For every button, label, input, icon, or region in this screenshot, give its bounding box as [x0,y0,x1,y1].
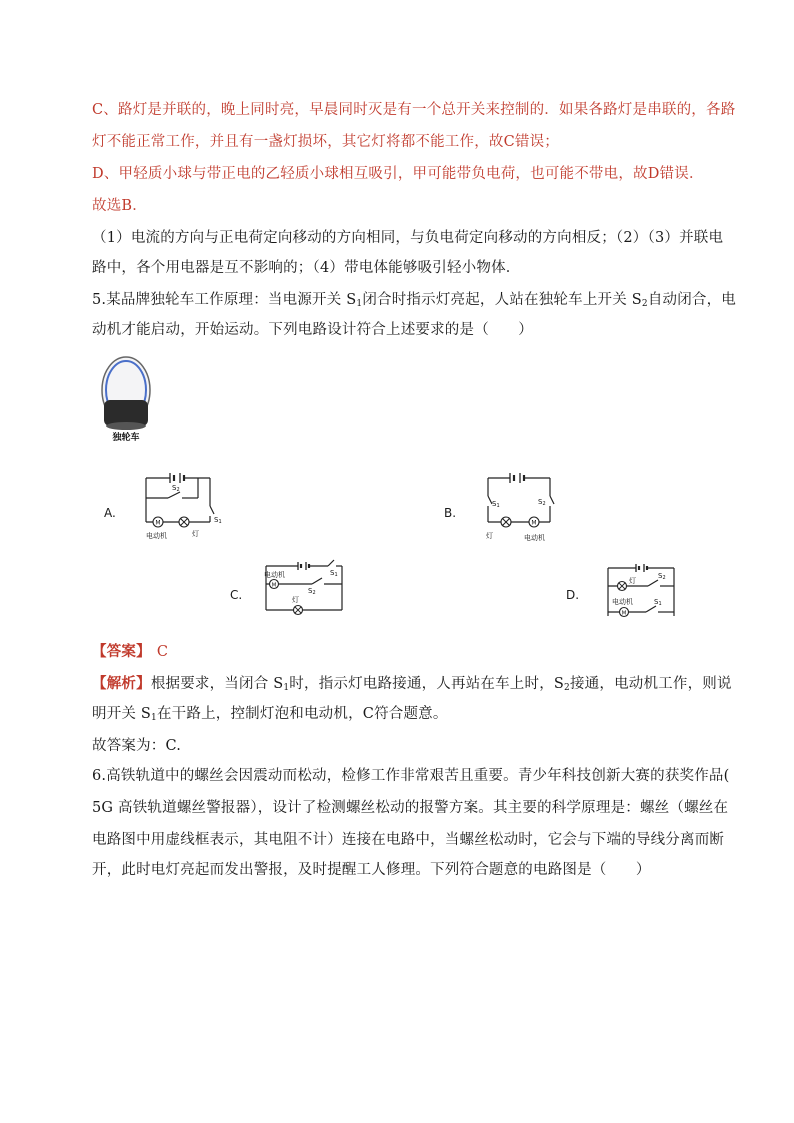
q6-stem-line2: 5G 高铁轨道螺丝警报器），设计了检测螺丝松动的报警方案。其主要的科学原理是：螺丝（螺丝在 [92,800,729,816]
svg-text:S2: S2 [172,484,180,493]
svg-text:电动机: 电动机 [146,532,167,540]
svg-text:电动机: 电动机 [524,534,545,542]
q6-stem-line1: 6.高铁轨道中的螺丝会因震动而松动，检修工作非常艰苦且重要。青少年科技创新大赛的获奖作品( [92,768,730,784]
previous-answer: 故选B． [92,198,147,214]
q5-analysis-line1: 【解析】根据要求，当闭合 $S_1$时，指示灯电路接通，人再站在车上时，$S_2$接通，电动机工作，则说 [92,675,732,693]
svg-text:S2: S2 [658,572,666,581]
option-c-label: C. [230,588,243,602]
svg-text:S1: S1 [654,598,662,607]
svg-text:灯: 灯 [629,577,636,585]
svg-text:S2: S2 [308,587,316,596]
svg-text:电动机: 电动机 [612,598,633,606]
svg-text:灯: 灯 [292,596,299,604]
svg-text:S1: S1 [214,516,222,525]
svg-text:电动机: 电动机 [264,571,285,579]
svg-text:M: M [621,610,627,617]
svg-text:S2: S2 [538,498,546,507]
q5-stem-line1: 5.某品牌独轮车工作原理：当电源开关 $S_1$闭合时指示灯亮起，人站在独轮车上开关 $S_2$自动闭合，电 [92,292,737,309]
option-d-explanation: D、甲轻质小球与带正电的乙轻质小球相互吸引，甲可能带负电荷，也可能不带电，故D错误． [92,166,704,182]
svg-text:S1: S1 [492,500,500,509]
option-a-label: A. [104,506,116,520]
unicycle-caption: 独轮车 [112,433,140,442]
q5-stem-line2: 动机才能启动，开始运动。下列电路设计符合上述要求的是（ ） [92,322,533,338]
option-c-circuit[interactable] [260,558,348,620]
option-a-circuit[interactable] [138,466,228,544]
q5-analysis-line2: 明开关 $S_1$在干路上，控制灯泡和电动机，C符合题意。 [92,706,448,723]
option-d-label: D. [566,588,580,602]
unicycle-image [96,352,156,442]
svg-text:灯: 灯 [486,532,493,540]
option-b-circuit[interactable] [478,466,568,546]
q5-answer: 【答案】 C [92,643,169,660]
svg-text:灯: 灯 [192,530,199,538]
svg-text:M: M [155,519,161,527]
summary-line2: 路中，各个用电器是互不影响的；（4）带电体能够吸引轻小物体． [92,260,521,276]
option-c-explanation-line1: C、路灯是并联的，晚上同时亮，早晨同时灭是有一个总开关来控制的．如果各路灯是串联的，各路 [92,102,736,118]
svg-text:M: M [271,582,277,589]
svg-text:S1: S1 [330,569,338,578]
q5-final-answer: 故答案为：C. [92,738,182,754]
summary-line1: （1）电流的方向与正电荷定向移动的方向相同，与负电荷定向移动的方向相反；（2）（3）并联电 [92,230,724,246]
option-d-circuit[interactable] [602,560,682,622]
option-b-label: B. [444,506,457,520]
q6-stem-line4: 开，此时电灯亮起而发出警报，及时提醒工人修理。下列符合题意的电路图是（ ） [92,862,651,878]
q6-stem-line3: 电路图中用虚线框表示，其电阻不计）连接在电路中，当螺丝松动时，它会与下端的导线分离而断 [92,832,725,848]
svg-text:M: M [531,519,537,527]
option-c-explanation-line2: 灯不能正常工作，并且有一盏灯损坏，其它灯将都不能工作，故C错误； [92,134,559,150]
